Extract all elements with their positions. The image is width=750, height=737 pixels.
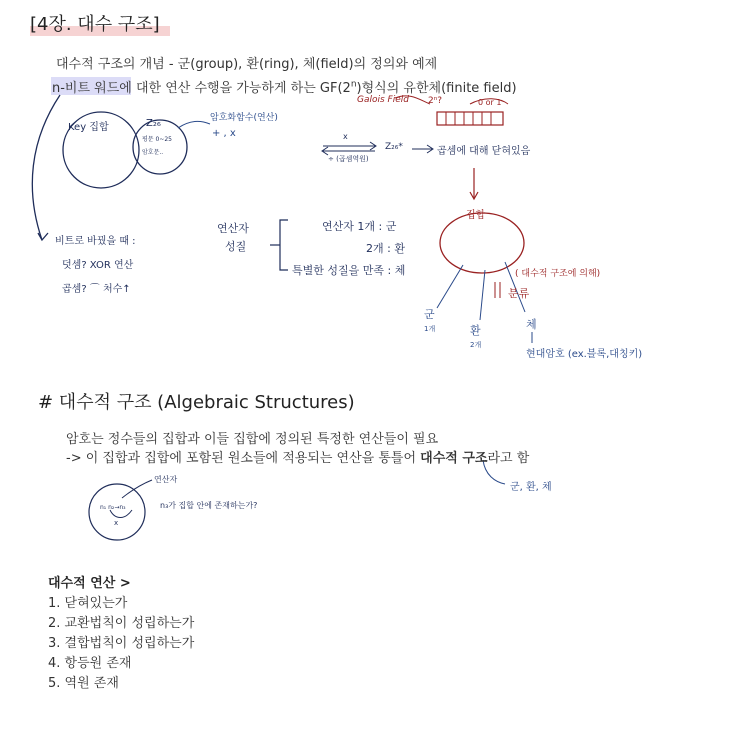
list-item: 2. 교환법칙이 성립하는가 <box>48 616 195 631</box>
intro-line-2 <box>52 77 517 96</box>
field-label: 체 <box>526 318 537 331</box>
set-ellipse <box>440 213 524 273</box>
operator-circle <box>89 484 145 540</box>
circle-elements: n₁ n₂→n₃ <box>100 504 126 511</box>
operator-label: 연산자 <box>154 475 178 484</box>
intro-line-2-sup: n <box>350 79 357 90</box>
list-item: 5. 역원 존재 <box>48 676 119 691</box>
enc-func-label: 암호화함수(연산) <box>210 113 278 123</box>
enc-arrow <box>178 121 210 128</box>
paragraph-1: 암호는 정수들의 집합과 이들 집합에 정의된 특정한 연산들이 필요 <box>66 432 439 447</box>
page-title: [4장. 대수 구조] <box>30 14 160 35</box>
mult-label: x <box>343 132 348 141</box>
group-sub-label: 1개 <box>424 325 436 333</box>
intro-line-2-text-b: )형식의 유한체(finite field) <box>356 81 517 96</box>
group-label: 군 <box>424 308 435 321</box>
closed-mul-label: 곱셈에 대해 닫혀있음 <box>437 146 531 157</box>
bits-label: 0 or 1 <box>478 98 502 107</box>
paragraph-2-text-b: 라고 함 <box>487 451 530 466</box>
two-n-label: 2ⁿ? <box>428 96 443 106</box>
curve-arrow-left <box>32 95 60 240</box>
div-label: ÷ (곱셈역원) <box>328 155 369 163</box>
classify-label: 분류 <box>508 287 530 300</box>
classify-note: ( 대수적 구조에 의해) <box>515 269 601 279</box>
paragraph-2-bold: 대수적 구조 <box>420 451 488 466</box>
intro-line-2-highlight-text: n-비트 워드 <box>52 81 120 96</box>
intro-line-2-text-a: 에 대한 연산 수행을 가능하게 하는 GF(2 <box>119 81 351 96</box>
intro-line-1: 대수적 구조의 개념 - 군(group), 환(ring), 체(field)의 정의와 예제 <box>56 57 438 72</box>
mult-shift-label: 곱셈? ⌒ 처수↑ <box>62 284 131 295</box>
z26-sub2: 암호문.. <box>142 149 164 156</box>
z26star-label: Z₂₆* <box>385 142 403 152</box>
ops-label: + , x <box>212 128 236 139</box>
to-group-line <box>437 265 463 308</box>
add-xor-label: 덧셈? XOR 연산 <box>62 260 134 271</box>
set-label: 집합 <box>466 210 486 221</box>
ring-label: 환 <box>470 324 481 337</box>
paragraph-2-text-a: -> 이 집합과 집합에 포함된 원소들에 적용되는 연산을 통틀어 <box>66 451 421 466</box>
modern-crypto-label: 현대암호 (ex.블록,대칭키) <box>526 349 643 360</box>
list-title: 대수적 연산 > <box>48 576 131 591</box>
bit-box <box>437 112 503 125</box>
ring-sub-label: 2개 <box>470 341 482 349</box>
op-nature-label-1: 연산자 <box>217 222 249 235</box>
to-ring-line <box>480 270 485 320</box>
circle-x: x <box>114 519 119 527</box>
op-two-label: 2개 : 환 <box>366 242 405 255</box>
list-item: 1. 닫혀있는가 <box>48 596 128 611</box>
n3-question: n₃가 집합 안에 존재하는가? <box>160 501 258 510</box>
grf-label: 군, 환, 체 <box>510 482 552 493</box>
op-special-label: 특별한 성질을 만족 : 체 <box>292 264 406 277</box>
key-set-label: Key 집합 <box>68 122 109 133</box>
op-one-label: 연산자 1개 : 군 <box>322 220 397 233</box>
z26-label: Z₂₆ <box>146 118 161 129</box>
section-title: # 대수적 구조 (Algebraic Structures) <box>38 392 355 413</box>
galois-label: Galois Field <box>357 95 409 105</box>
z26-sub1: 평문 0~25 <box>142 136 172 143</box>
op-nature-label-2: 성질 <box>225 240 247 253</box>
operator-brace <box>280 220 288 270</box>
paragraph-2 <box>66 447 529 466</box>
list-item: 4. 항등원 존재 <box>48 656 132 671</box>
list-item: 3. 결합법칙이 성립하는가 <box>48 636 195 651</box>
bit-convert-label: 비트로 바꿨을 때 : <box>55 236 136 247</box>
